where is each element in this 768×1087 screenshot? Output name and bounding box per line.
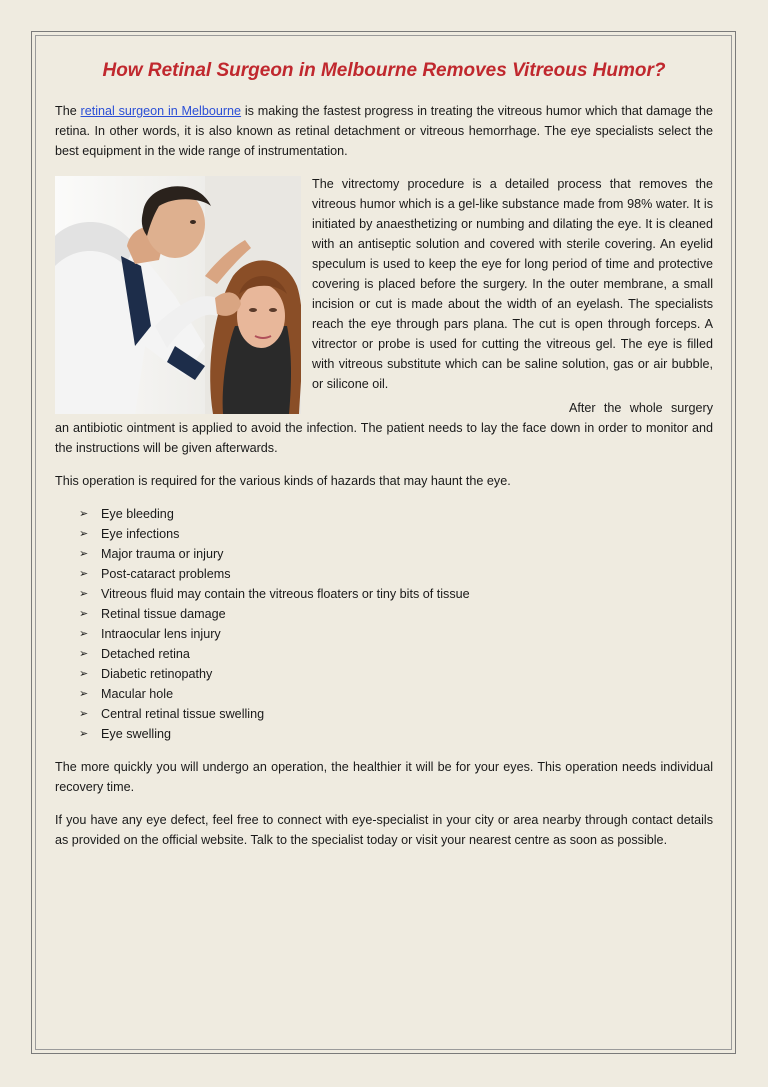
doctor-examining-patient-photo [55,176,301,414]
intro-rest: is making the fastest progress in treating the vitreous humor which that damage the retina. In other words, it is also known as retinal detachment or vitreous hemorrhage. The eye specialists select the best equipment in the wide range of instrumentation. [55,104,713,158]
hazard-list-item [79,544,713,564]
hazard-list-item [79,624,713,644]
arrow-bullet-icon: ➢ [79,548,89,560]
intro-paragraph [55,101,713,161]
hazard-label: Eye swelling [101,727,171,741]
arrow-bullet-icon: ➢ [79,728,89,740]
arrow-bullet-icon: ➢ [79,588,89,600]
procedure-paragraph: The vitrectomy procedure is a detailed process that removes the vitreous humor which is a gel-like substance made from 98% water. It is initiated by anaesthetizing or numbing and dilating the eye. It is cleaned with an antiseptic solution and covered with sterile covering. An eyelid speculum is used to keep the eye for long period of time and protective covering is placed before the surgery. In the outer membrane, a small incision or cut is made about the width of an eyelash. The specialists reach the eye through pars plana. The cut is open through forceps. A vitrector or probe is used for cutting the vitreous gel. The eye is filled with vitreous substitute which can be saline solution, gas or air bubble, or silicone oil. [312,177,713,391]
hazard-label: Diabetic retinopathy [101,667,213,681]
intro-lead: The [55,104,81,118]
hazards-list [79,504,713,744]
arrow-bullet-icon: ➢ [79,568,89,580]
arrow-bullet-icon: ➢ [79,528,89,540]
arrow-bullet-icon: ➢ [79,628,89,640]
hazard-label: Vitreous fluid may contain the vitreous floaters or tiny bits of tissue [101,587,470,601]
hazard-label: Eye bleeding [101,507,174,521]
hazard-label: Eye infections [101,527,180,541]
recovery-paragraph: The more quickly you will undergo an operation, the healthier it will be for your eyes. This operation needs individual recovery time. [55,760,713,794]
arrow-bullet-icon: ➢ [79,668,89,680]
hazard-list-item [79,524,713,544]
after-surgery-paragraph: After the whole surgery an antibiotic ointment is applied to avoid the infection. The patient needs to lay the face down in order to monitor and the instructions will be given afterwards. [55,401,713,455]
arrow-bullet-icon: ➢ [79,688,89,700]
hazard-list-item [79,564,713,584]
arrow-bullet-icon: ➢ [79,708,89,720]
hazards-intro-paragraph: This operation is required for the various kinds of hazards that may haunt the eye. [55,474,511,488]
hazard-label: Retinal tissue damage [101,607,226,621]
hazard-list-item [79,684,713,704]
hazard-label: Major trauma or injury [101,547,224,561]
hazard-label: Central retinal tissue swelling [101,707,265,721]
hazard-list-item [79,704,713,724]
arrow-bullet-icon: ➢ [79,508,89,520]
hazard-list-item [79,644,713,664]
hazard-list-item [79,604,713,624]
hazard-list-item [79,724,713,744]
contact-paragraph: If you have any eye defect, feel free to connect with eye-specialist in your city or area nearby through contact details as provided on the official website. Talk to the specialist today or visit your nearest centre as soon as possible. [55,813,713,847]
arrow-bullet-icon: ➢ [79,608,89,620]
hazard-list-item [79,584,713,604]
hazard-label: Macular hole [101,687,174,701]
hazard-label: Intraocular lens injury [101,627,221,641]
hazard-list-item [79,664,713,684]
hazard-label: Detached retina [101,647,190,661]
document-body [55,58,713,863]
document-title: How Retinal Surgeon in Melbourne Removes Vitreous Humor? [102,60,666,81]
retinal-surgeon-link[interactable]: retinal surgeon in Melbourne [80,104,242,118]
arrow-bullet-icon: ➢ [79,648,89,660]
hazard-list-item [79,504,713,524]
hazard-label: Post-cataract problems [101,567,231,581]
